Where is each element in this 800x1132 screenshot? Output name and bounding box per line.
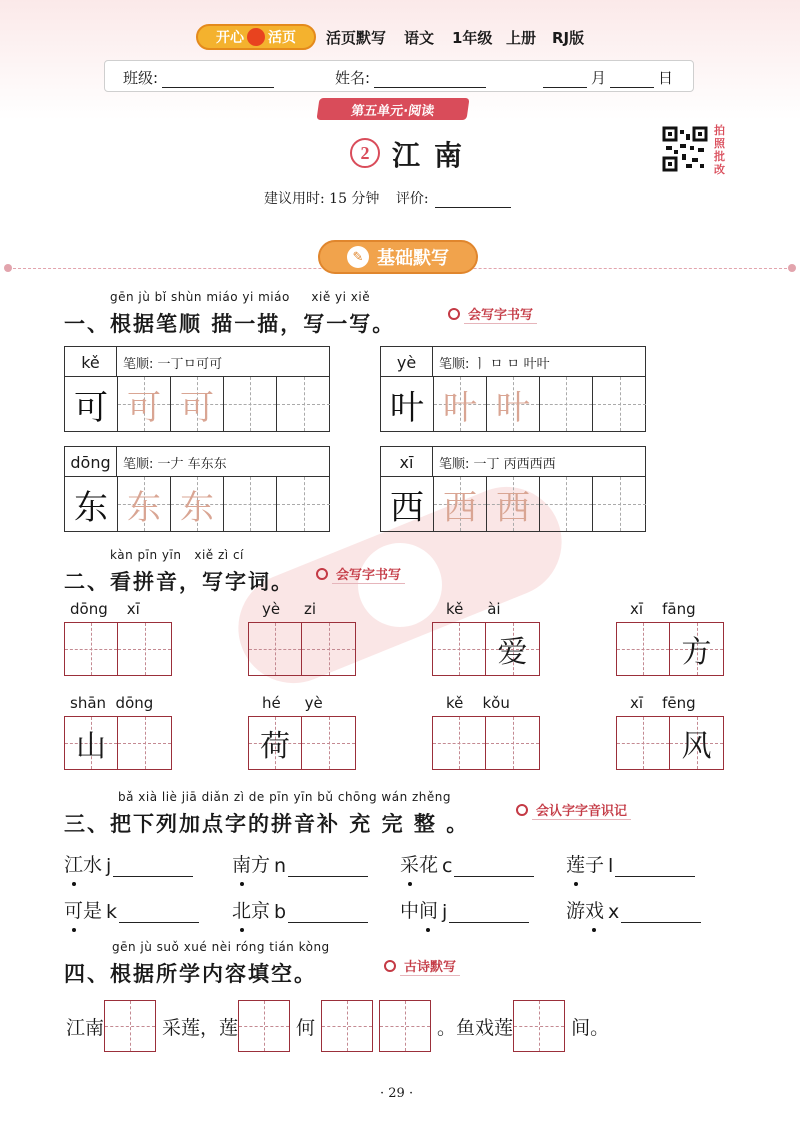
name-input[interactable] (374, 72, 486, 88)
divider-dot (788, 264, 796, 272)
target-icon (448, 308, 460, 320)
fill-hint: l (608, 855, 614, 877)
poem-text: 江南 (66, 1016, 105, 1039)
trace-cell[interactable]: 西 (487, 477, 540, 531)
target-icon (516, 804, 528, 816)
char-box[interactable] (486, 716, 540, 770)
fill-word: 南方 (232, 854, 271, 876)
write-cell[interactable] (593, 477, 646, 531)
stroke-card (64, 346, 330, 432)
fill-hint: j (442, 901, 448, 923)
fill-word: 中间 (400, 900, 439, 922)
class-input[interactable] (162, 72, 274, 88)
answer-line[interactable] (621, 903, 701, 923)
char-box[interactable] (616, 622, 670, 676)
write-cell[interactable] (593, 377, 646, 431)
section1-title: 一、根据笔顺 描一描，写一写。 (64, 312, 396, 336)
char-box[interactable] (616, 716, 670, 770)
trace-cell[interactable]: 东 (118, 477, 171, 531)
write-cell[interactable] (224, 477, 277, 531)
fill-word: 北京 (232, 900, 271, 922)
banner-label: 基础默写 (377, 248, 449, 269)
section1-pinyin: gēn jù bǐ shùn miáo yi miáo xiě yi xiě (110, 290, 371, 304)
char-box[interactable] (302, 716, 356, 770)
fill-word: 莲子 (566, 854, 605, 876)
model-char: 可 (65, 377, 118, 431)
pencil-icon: ✎ (347, 246, 369, 268)
subject-label: 语文 (404, 29, 435, 47)
page-title: 江南 (392, 139, 477, 172)
poem-text: 。鱼戏莲 (437, 1016, 514, 1039)
series-label: 活页默写 (326, 29, 387, 47)
fill-hint: x (608, 901, 620, 923)
target-icon (316, 568, 328, 580)
poem-char-box[interactable] (238, 1000, 290, 1052)
word-pinyin: xī fēng (630, 694, 696, 712)
write-cell[interactable] (540, 477, 593, 531)
word-pinyin: xī fāng (630, 600, 696, 618)
model-char: 叶 (381, 377, 434, 431)
trace-cell[interactable]: 叶 (434, 377, 487, 431)
word-pinyin: yè zi (262, 600, 316, 618)
fill-word: 江水 (64, 854, 103, 876)
trace-cell[interactable]: 叶 (487, 377, 540, 431)
word-pinyin: kě kǒu (446, 694, 510, 712)
month-input[interactable] (543, 72, 587, 88)
section4-skill: 古诗默写 (384, 956, 460, 976)
answer-line[interactable] (113, 857, 193, 877)
poem-char-box[interactable] (104, 1000, 156, 1052)
target-icon (384, 960, 396, 972)
answer-line[interactable] (454, 857, 534, 877)
char-box[interactable] (118, 716, 172, 770)
answer-line[interactable] (288, 903, 368, 923)
fill-hint: k (106, 901, 118, 923)
char-box[interactable] (302, 622, 356, 676)
word-pinyin: dōng xī (70, 600, 140, 618)
card-strokes: 笔顺: 一丁ㅁ可可 (123, 357, 223, 372)
write-cell[interactable] (224, 377, 277, 431)
volume-label: 上册 (506, 29, 537, 47)
char-box[interactable]: 方 (670, 622, 724, 676)
page-number: · 29 · (380, 1086, 414, 1101)
char-box[interactable] (64, 622, 118, 676)
emphasis-dot (72, 882, 76, 886)
section2-skill: 会写字书写 (316, 564, 405, 584)
fill-word: 采花 (400, 854, 439, 876)
emphasis-dot (240, 928, 244, 932)
char-box[interactable] (432, 622, 486, 676)
char-box[interactable] (118, 622, 172, 676)
fill-hint: c (442, 855, 453, 877)
section-banner (318, 240, 478, 274)
answer-line[interactable] (615, 857, 695, 877)
word-pinyin: kě ài (446, 600, 501, 618)
answer-line[interactable] (119, 903, 199, 923)
student-info-box (104, 60, 694, 92)
grade-label: 1年级 (452, 29, 493, 47)
model-char: 西 (381, 477, 434, 531)
fill-hint: n (274, 855, 287, 877)
section2-title: 二、看拼音，写字词。 (64, 570, 294, 594)
stroke-card (380, 446, 646, 532)
emphasis-dot (426, 928, 430, 932)
qr-code-icon[interactable] (662, 126, 708, 172)
card-pinyin: dōng (65, 447, 117, 477)
card-pinyin: xī (381, 447, 433, 477)
trace-cell[interactable]: 西 (434, 477, 487, 531)
emphasis-dot (240, 882, 244, 886)
emphasis-dot (592, 928, 596, 932)
word-pinyin: hé yè (262, 694, 323, 712)
poem-text: 间。 (571, 1016, 610, 1039)
card-pinyin: kě (65, 347, 117, 377)
fill-item (566, 896, 701, 923)
suggestion-line (264, 188, 511, 208)
fill-hint: j (106, 855, 112, 877)
section2-pinyin: kàn pīn yīn xiě zì cí (110, 548, 244, 562)
class-label: 班级: (123, 69, 159, 87)
answer-line[interactable] (288, 857, 368, 877)
month-label: 月 (591, 69, 607, 87)
stroke-card (380, 346, 646, 432)
char-box[interactable]: 山 (64, 716, 118, 770)
section3-pinyin: bǎ xià liè jiā diǎn zì de pīn yīn bǔ chōng wán zhěng (118, 790, 452, 804)
fill-item (232, 896, 368, 923)
char-box[interactable]: 荷 (248, 716, 302, 770)
poem-char-box[interactable] (321, 1000, 373, 1052)
poem-text: 何 (296, 1016, 316, 1039)
card-strokes: 笔顺: 一丁 丙西西西 (439, 457, 556, 472)
edition-label: RJ版 (552, 29, 585, 47)
divider-dot (4, 264, 12, 272)
evaluation-label: 评价: (395, 191, 429, 207)
evaluation-input[interactable] (435, 195, 511, 208)
model-char: 东 (65, 477, 118, 531)
section3-title: 三、把下列加点字的拼音补 充 完 整 。 (64, 812, 470, 836)
trace-cell[interactable]: 可 (171, 377, 224, 431)
fill-item (232, 850, 368, 877)
fill-word: 可是 (64, 900, 103, 922)
char-box[interactable]: 爱 (486, 622, 540, 676)
trace-cell[interactable]: 东 (171, 477, 224, 531)
fill-word: 游戏 (566, 900, 605, 922)
card-strokes: 笔顺: 一𠂇 车东东 (123, 457, 227, 472)
section1-skill: 会写字书写 (448, 304, 537, 324)
char-box[interactable]: 风 (670, 716, 724, 770)
fill-hint: b (274, 901, 287, 923)
answer-line[interactable] (449, 903, 529, 923)
stroke-card (64, 446, 330, 532)
fill-item (64, 896, 199, 923)
section4-title: 四、根据所学内容填空。 (64, 962, 317, 986)
fill-item (64, 850, 193, 877)
lesson-number: 2 (350, 138, 380, 168)
section3-skill: 会认字字音识记 (516, 800, 631, 820)
poem-text: 采莲，莲 (162, 1016, 239, 1039)
trace-cell[interactable]: 可 (118, 377, 171, 431)
fill-item (400, 896, 529, 923)
emphasis-dot (72, 928, 76, 932)
word-pinyin: shān dōng (70, 694, 154, 712)
fill-item (566, 850, 695, 877)
day-input[interactable] (610, 72, 654, 88)
qr-caption: 拍照批改 (714, 124, 725, 176)
brand-logo: 开心 活页 (196, 24, 316, 50)
write-cell[interactable] (277, 377, 330, 431)
char-box[interactable] (432, 716, 486, 770)
poem-char-box[interactable] (379, 1000, 431, 1052)
card-strokes: 笔顺: ㅣ ㅁ ㅁ 叶叶 (439, 357, 550, 372)
unit-tag: 第五单元·阅读 (316, 98, 469, 120)
emphasis-dot (574, 882, 578, 886)
name-label: 姓名: (335, 69, 371, 87)
suggest-time: 建议用时: 15 分钟 (264, 191, 380, 207)
section4-pinyin: gēn jù suǒ xué nèi róng tián kòng (112, 940, 330, 954)
fill-item (400, 850, 534, 877)
emphasis-dot (408, 882, 412, 886)
day-label: 日 (658, 69, 674, 87)
write-cell[interactable] (277, 477, 330, 531)
poem-line (66, 998, 609, 1054)
char-box[interactable] (248, 622, 302, 676)
write-cell[interactable] (540, 377, 593, 431)
poem-char-box[interactable] (513, 1000, 565, 1052)
card-pinyin: yè (381, 347, 433, 377)
